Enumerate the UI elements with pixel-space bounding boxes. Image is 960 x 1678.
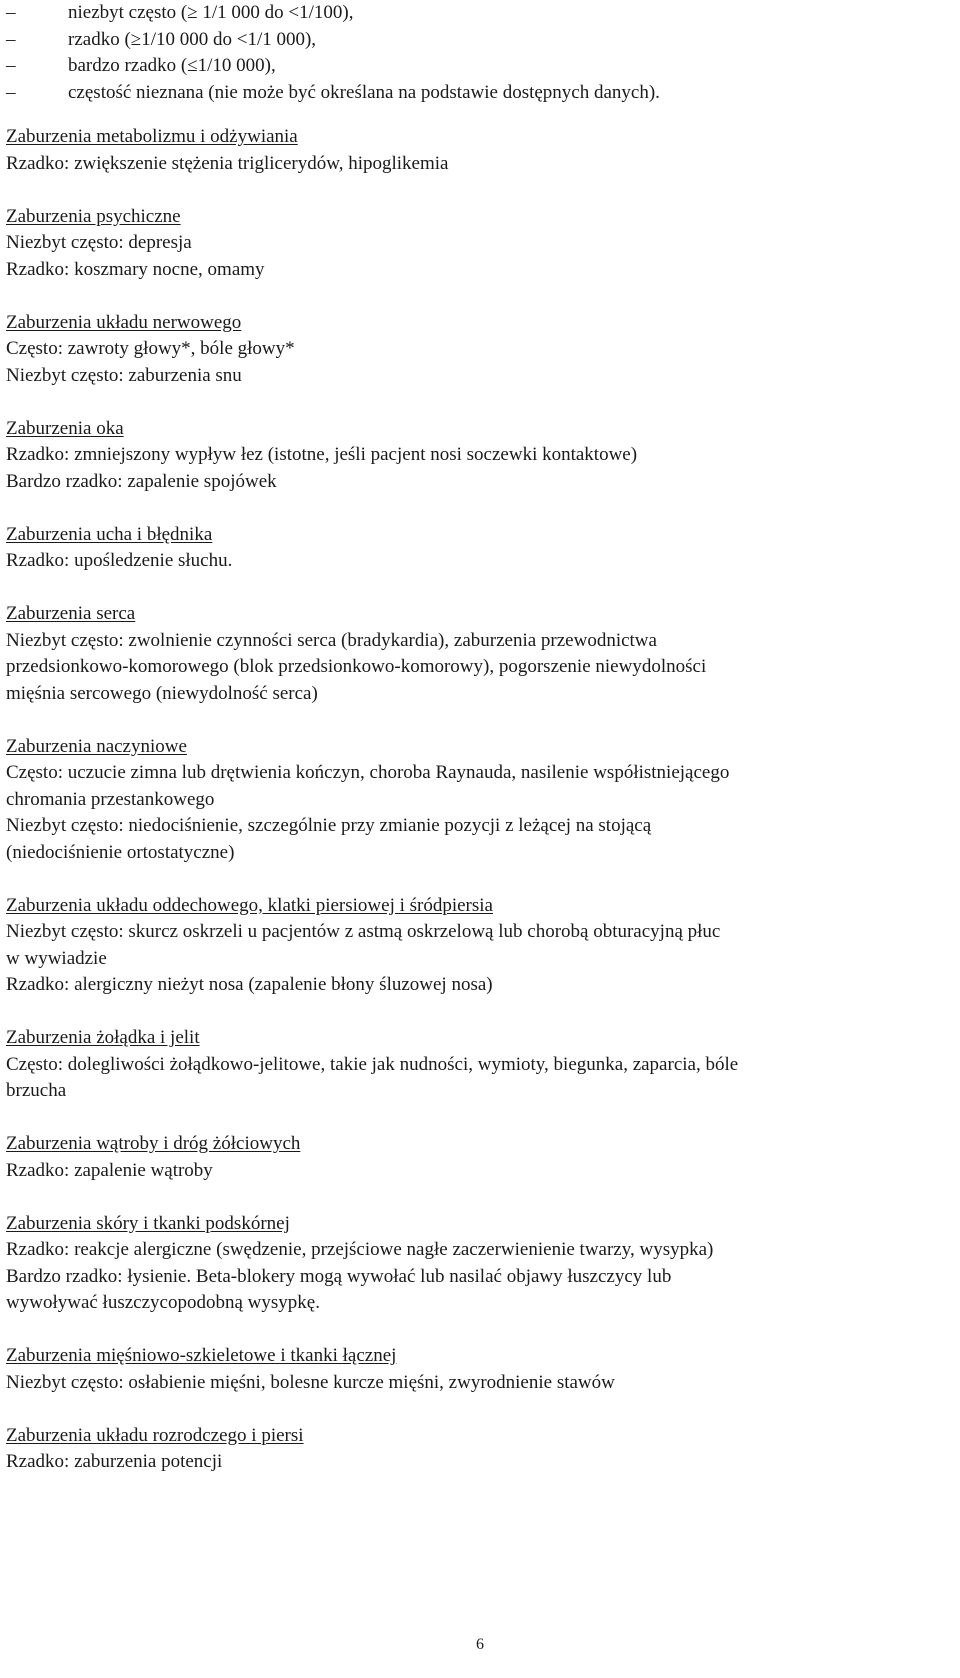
page-number: 6 [476,1636,484,1653]
section-reproductive [6,1423,946,1476]
section-psychiatric [6,204,946,284]
section-heading: Zaburzenia mięśniowo-szkieletowe i tkanki łącznej [6,1345,397,1366]
section-line: Niezbyt często: niedociśnienie, szczególnie przy zmianie pozycji z leżącej na stojącą [6,815,652,836]
section-line: (niedociśnienie ortostatyczne) [6,841,235,863]
section-line: w wywiadzie [6,947,107,969]
section-line: Niezbyt często: zwolnienie czynności serca (bradykardia), zaburzenia przewodnictwa [6,629,657,651]
frequency-list [6,0,946,106]
section-line: Rzadko: zaburzenia potencji [6,1451,223,1472]
section-heading: Zaburzenia serca [6,603,136,624]
section-line: mięśnia sercowego (niewydolność serca) [6,682,318,704]
section-nervous-system [6,310,946,390]
document-page [6,0,946,1502]
frequency-text: częstość nieznana (nie może być określana na podstawie dostępnych danych). [68,81,660,103]
frequency-item [6,0,946,27]
section-line: Bardzo rzadko: zapalenie spojówek [6,470,277,492]
dash-bullet: – [6,2,16,23]
frequency-item [6,80,946,107]
section-line: Rzadko: alergiczny nieżyt nosa (zapalenie błony śluzowej nosa) [6,974,493,995]
section-heading: Zaburzenia metabolizmu i odżywiania [6,126,298,147]
section-line: Niezbyt często: skurcz oskrzeli u pacjentów z astmą oskrzelową lub chorobą obturacyjną płuc [6,921,721,942]
section-heading: Zaburzenia układu nerwowego [6,311,242,333]
section-heading: Zaburzenia wątroby i dróg żółciowych [6,1133,301,1154]
frequency-item [6,53,946,80]
section-heading: Zaburzenia skóry i tkanki podskórnej [6,1212,290,1234]
section-cardiac [6,601,946,707]
section-line: Rzadko: reakcje alergiczne (swędzenie, przejściowe nagłe zaczerwienienie twarzy, wysypka) [6,1239,714,1260]
section-line: chromania przestankowego [6,788,215,810]
section-musculoskeletal [6,1343,946,1396]
section-line: Często: uczucie zimna lub drętwienia kończyn, choroba Raynauda, nasilenie współistniejącego [6,762,730,783]
section-heading: Zaburzenia żołądka i jelit [6,1027,200,1048]
section-heading: Zaburzenia układu oddechowego, klatki piersiowej i śródpiersia [6,894,493,916]
section-line: Rzadko: zwiększenie stężenia triglicerydów, hipoglikemia [6,152,449,174]
section-line: Często: dolegliwości żołądkowo-jelitowe, takie jak nudności, wymioty, biegunka, zaparcia, bóle [6,1053,739,1075]
dash-bullet: – [6,55,16,76]
section-line: Rzadko: upośledzenie słuchu. [6,550,233,571]
section-line: Bardzo rzadko: łysienie. Beta-blokery mogą wywołać lub nasilać objawy łuszczycy lub [6,1265,672,1287]
section-line: wywoływać łuszczycopodobną wysypkę. [6,1292,320,1313]
section-heading: Zaburzenia naczyniowe [6,735,187,757]
section-line: Niezbyt często: osłabienie mięśni, bolesne kurcze mięśni, zwyrodnienie stawów [6,1371,615,1393]
section-eye [6,416,946,496]
frequency-text: niezbyt często (≥ 1/1 000 do <1/100), [68,2,354,23]
section-respiratory [6,893,946,999]
section-heading: Zaburzenia ucha i błędnika [6,523,213,545]
section-hepatobiliary [6,1131,946,1184]
section-line: Rzadko: zapalenie wątroby [6,1159,213,1181]
frequency-text: bardzo rzadko (≤1/10 000), [68,55,276,76]
section-ear [6,522,946,575]
section-skin [6,1211,946,1317]
section-metabolism [6,124,946,177]
section-line: przedsionkowo-komorowego (blok przedsionkowo-komorowy), pogorszenie niewydolności [6,656,707,677]
section-line: Rzadko: koszmary nocne, omamy [6,258,265,280]
section-line: Często: zawroty głowy*, bóle głowy* [6,338,295,359]
dash-bullet: – [6,81,16,103]
section-line: Niezbyt często: zaburzenia snu [6,364,242,386]
frequency-item [6,27,946,54]
section-heading: Zaburzenia psychiczne [6,205,181,227]
section-vascular [6,734,946,867]
section-line: Niezbyt często: depresja [6,232,192,253]
section-heading: Zaburzenia układu rozrodczego i piersi [6,1424,304,1446]
frequency-text: rzadko (≥1/10 000 do <1/1 000), [68,28,317,50]
section-heading: Zaburzenia oka [6,417,124,439]
section-gastrointestinal [6,1025,946,1105]
dash-bullet: – [6,28,16,50]
adverse-effects-list [6,124,946,1476]
section-line: brzucha [6,1080,67,1101]
section-line: Rzadko: zmniejszony wypływ łez (istotne, jeśli pacjent nosi soczewki kontaktowe) [6,444,638,465]
